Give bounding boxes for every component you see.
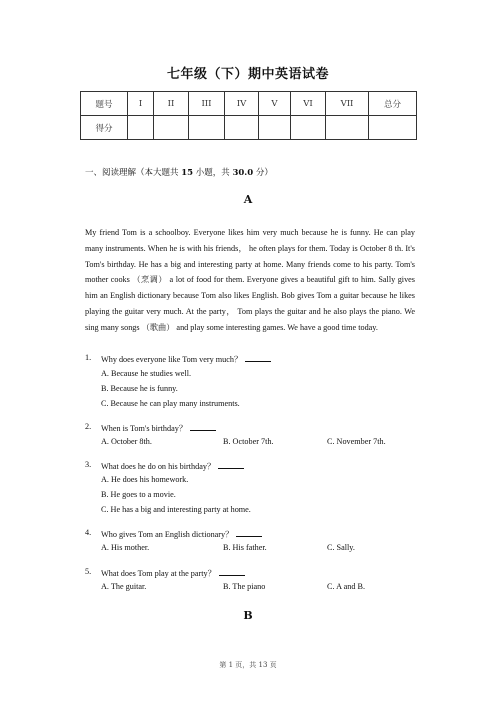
question-text — [101, 353, 271, 365]
option-3a[interactable]: A. He does his homework. — [101, 475, 189, 484]
section-points: 30.0 — [232, 168, 254, 178]
score-cell[interactable] — [369, 116, 417, 140]
score-cell[interactable] — [259, 116, 291, 140]
question-number: 3. — [85, 460, 92, 469]
score-table-header-row — [81, 92, 417, 116]
question-number: 4. — [85, 528, 92, 537]
score-cell[interactable] — [154, 116, 189, 140]
passage-b-label: B — [243, 609, 253, 622]
question-1 — [0, 353, 496, 367]
question-4 — [0, 528, 496, 542]
option-3b[interactable]: B. He goes to a movie. — [101, 490, 176, 499]
score-cell[interactable] — [189, 116, 225, 140]
question-stem: Who gives Tom an English dictionary？ — [101, 530, 234, 539]
question-stem: What does he do on his birthday？ — [101, 462, 216, 471]
score-table-score-row — [81, 116, 417, 140]
score-header-cell: I — [128, 92, 154, 116]
score-header-cell: IV — [225, 92, 259, 116]
option-5c[interactable]: C. A and B. — [327, 582, 365, 591]
score-cell[interactable] — [225, 116, 259, 140]
option-2a[interactable]: A. October 8th. — [101, 437, 152, 446]
question-5 — [0, 567, 496, 581]
section-count: 15 — [181, 168, 194, 178]
question-2 — [0, 422, 496, 436]
score-header-cell: V — [259, 92, 291, 116]
option-1b[interactable]: B. Because he is funny. — [101, 384, 178, 393]
passage-a-label: A — [243, 193, 253, 206]
option-1a[interactable]: A. Because he studies well. — [101, 369, 192, 378]
page-footer: 第 1 页，共 13 页 — [219, 661, 277, 669]
answer-blank[interactable] — [219, 567, 245, 576]
question-3 — [0, 460, 496, 474]
option-4a[interactable]: A. His mother. — [101, 543, 150, 552]
answer-blank[interactable] — [218, 460, 244, 469]
question-stem: What does Tom play at the party？ — [101, 569, 216, 578]
option-5b[interactable]: B. The piano — [223, 582, 266, 591]
option-2b[interactable]: B. October 7th. — [223, 437, 274, 446]
page-title: 七年级（下）期中英语试卷 — [166, 67, 329, 82]
option-5a[interactable]: A. The guitar. — [101, 582, 147, 591]
question-stem: Why does everyone like Tom very much？ — [101, 355, 243, 364]
score-header-cell: II — [154, 92, 189, 116]
answer-blank[interactable] — [236, 528, 262, 537]
option-1c[interactable]: C. Because he can play many instruments. — [101, 399, 240, 408]
question-text — [101, 460, 244, 472]
score-header-cell: III — [189, 92, 225, 116]
score-table — [80, 91, 417, 140]
section-prefix: 一、阅读理解（本大题共 — [85, 168, 182, 178]
score-header-cell: 总分 — [369, 92, 417, 116]
section-suffix: 分） — [253, 168, 273, 178]
question-text — [101, 567, 245, 579]
option-3c[interactable]: C. He has a big and interesting party at home. — [101, 505, 251, 514]
option-2c[interactable]: C. November 7th. — [327, 437, 386, 446]
score-cell[interactable] — [128, 116, 154, 140]
question-text — [101, 422, 216, 434]
answer-blank[interactable] — [190, 422, 216, 431]
answer-blank[interactable] — [245, 353, 271, 362]
section-heading — [85, 166, 273, 178]
passage-a-text: My friend Tom is a schoolboy. Everyone likes him very much because he is funny. He can play many instruments. When he is with his friends， he often plays for them. Today is October 8 th. It's Tom's birthday. He has a big and interesting party at home. Many friends come to his party. Tom's mother cooks （烹调） a lot of food for them. Everyone gives a beautiful gift to him. Sally gives him an English dictionary because Tom also likes English. Bob gives Tom a guitar because he likes playing the guitar very much. At the party， Tom plays the guitar and he also plays the piano. We sing many songs （歌曲） and play some interesting games. We have a good time today. — [85, 228, 415, 332]
score-cell[interactable] — [326, 116, 369, 140]
option-4b[interactable]: B. His father. — [223, 543, 267, 552]
score-header-cell: VII — [326, 92, 369, 116]
score-header-cell: 题号 — [81, 92, 128, 116]
question-number: 5. — [85, 567, 92, 576]
section-middle: 小题，共 — [193, 168, 233, 178]
question-text — [101, 528, 262, 540]
score-cell[interactable] — [291, 116, 326, 140]
question-number: 2. — [85, 422, 92, 431]
question-stem: When is Tom's birthday？ — [101, 424, 188, 433]
score-header-cell: VI — [291, 92, 326, 116]
score-row-label: 得分 — [81, 116, 128, 140]
question-number: 1. — [85, 353, 92, 362]
option-4c[interactable]: C. Sally. — [327, 543, 355, 552]
